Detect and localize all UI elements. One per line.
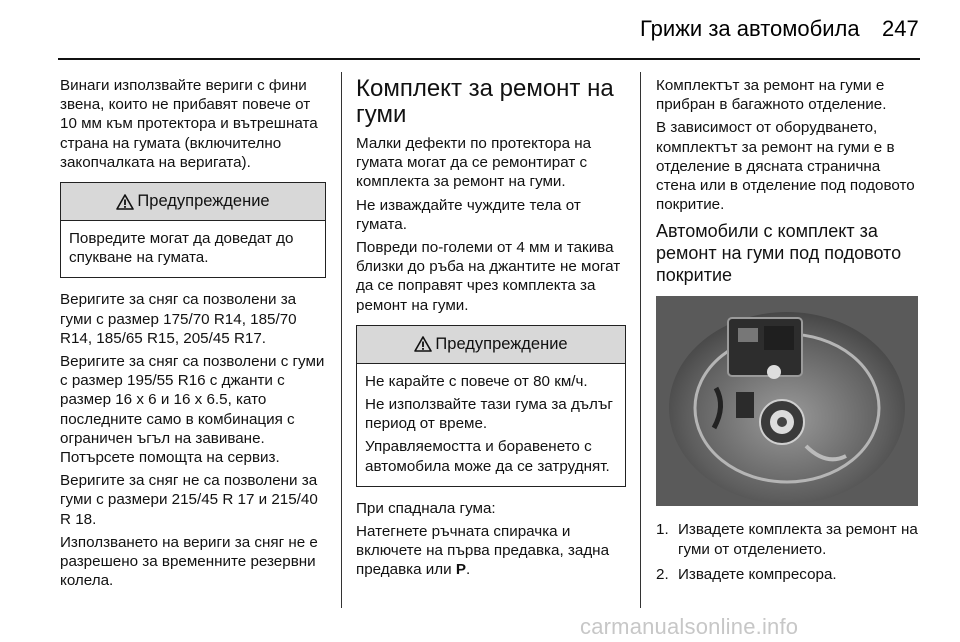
paragraph: При спаднала гума: (356, 499, 496, 517)
paragraph-end: . (466, 561, 471, 579)
warning-header (357, 326, 625, 364)
column-divider-2 (640, 72, 641, 608)
page-header (0, 0, 960, 62)
repair-kit-illustration (656, 296, 918, 506)
paragraph: Веригите за сняг са позволени с гуми с размер 195/55 R16 с джанти с размер 16 x 6 и 16 x 6.5, като последните само в комбинация с ограничен ъгъл на завиване. Потърсете помощта на сервиз. (60, 353, 325, 467)
warning-line: Не използвайте тази гума за дълъг период от време. (365, 396, 613, 433)
gear-p-label: P (455, 561, 466, 579)
warning-text: Повредите могат да доведат до спукване на гумата. (69, 230, 294, 267)
column-3 (656, 76, 918, 590)
warning-header (61, 183, 325, 221)
paragraph: Комплектът за ремонт на гуми е прибран в багажното отделение. (656, 77, 887, 114)
watermark: carmanualsonline.info (580, 614, 799, 639)
column-2 (356, 76, 626, 584)
header-title: Грижи за автомобила (640, 16, 860, 41)
trunk-compartment-photo (656, 296, 918, 506)
list-item (656, 565, 918, 584)
list-text: Извадете компресора. (678, 565, 837, 583)
header-rule (58, 58, 920, 60)
paragraph: Веригите за сняг не са позволени за гуми с размери 215/45 R 17 и 215/40 R 18. (60, 472, 318, 528)
warning-triangle-icon (414, 336, 432, 352)
warning-body (357, 364, 625, 486)
warning-box (356, 325, 626, 487)
paragraph (356, 522, 626, 580)
paragraph: Повреди по-големи от 4 мм и такива близки до ръба на джантите не могат да се поправят чрез комплекта за ремонт на гуми. (356, 239, 621, 314)
warning-box (60, 182, 326, 278)
paragraph-text: Натегнете ръчната спирачка и включете на първа предавка, задна предавка или (356, 523, 610, 579)
list-text: Извадете комплекта за ремонт на гуми от отделението. (678, 521, 918, 558)
warning-title: Предупреждение (435, 334, 568, 353)
paragraph: Малки дефекти по протектора на гумата могат да се ремонтират с комплекта за ремонт на гуми. (356, 135, 592, 191)
column-divider-1 (341, 72, 342, 608)
paragraph: Не изваждайте чуждите тела от гумата. (356, 196, 581, 233)
list-number: 1. (656, 521, 669, 539)
warning-line: Управляемостта и боравенето с автомобила може да се затруднят. (365, 438, 610, 475)
warning-title: Предупреждение (137, 192, 270, 211)
paragraph: Веригите за сняг са позволени за гуми с размер 175/70 R14, 185/70 R14, 185/65 R15, 205/45 R17. (60, 291, 297, 347)
section-heading: Комплект за ремонт на гуми (356, 75, 614, 128)
subsection-heading: Автомобили с комплект за ремонт на гуми под подовото покритие (656, 221, 902, 286)
paragraph: Винаги използвайте вериги с фини звена, които не прибавят повече от 10 мм към протектора и вътрешната страна на гумата (включително закопчалката на веригата). (60, 77, 318, 171)
paragraph: В зависимост от оборудването, комплектът за ремонт на гуми е в отделение в дясната странична стена или в отделение под подовото покритие. (656, 119, 915, 214)
page-number: 247 (882, 16, 919, 41)
paragraph: Използването на вериги за сняг не е разрешено за временните резервни колела. (60, 533, 318, 590)
list-number: 2. (656, 565, 669, 583)
list-item (656, 520, 918, 558)
warning-triangle-icon (116, 194, 134, 210)
warning-body (61, 221, 325, 277)
column-1 (60, 76, 326, 594)
warning-line: Не карайте с повече от 80 км/ч. (365, 372, 588, 390)
